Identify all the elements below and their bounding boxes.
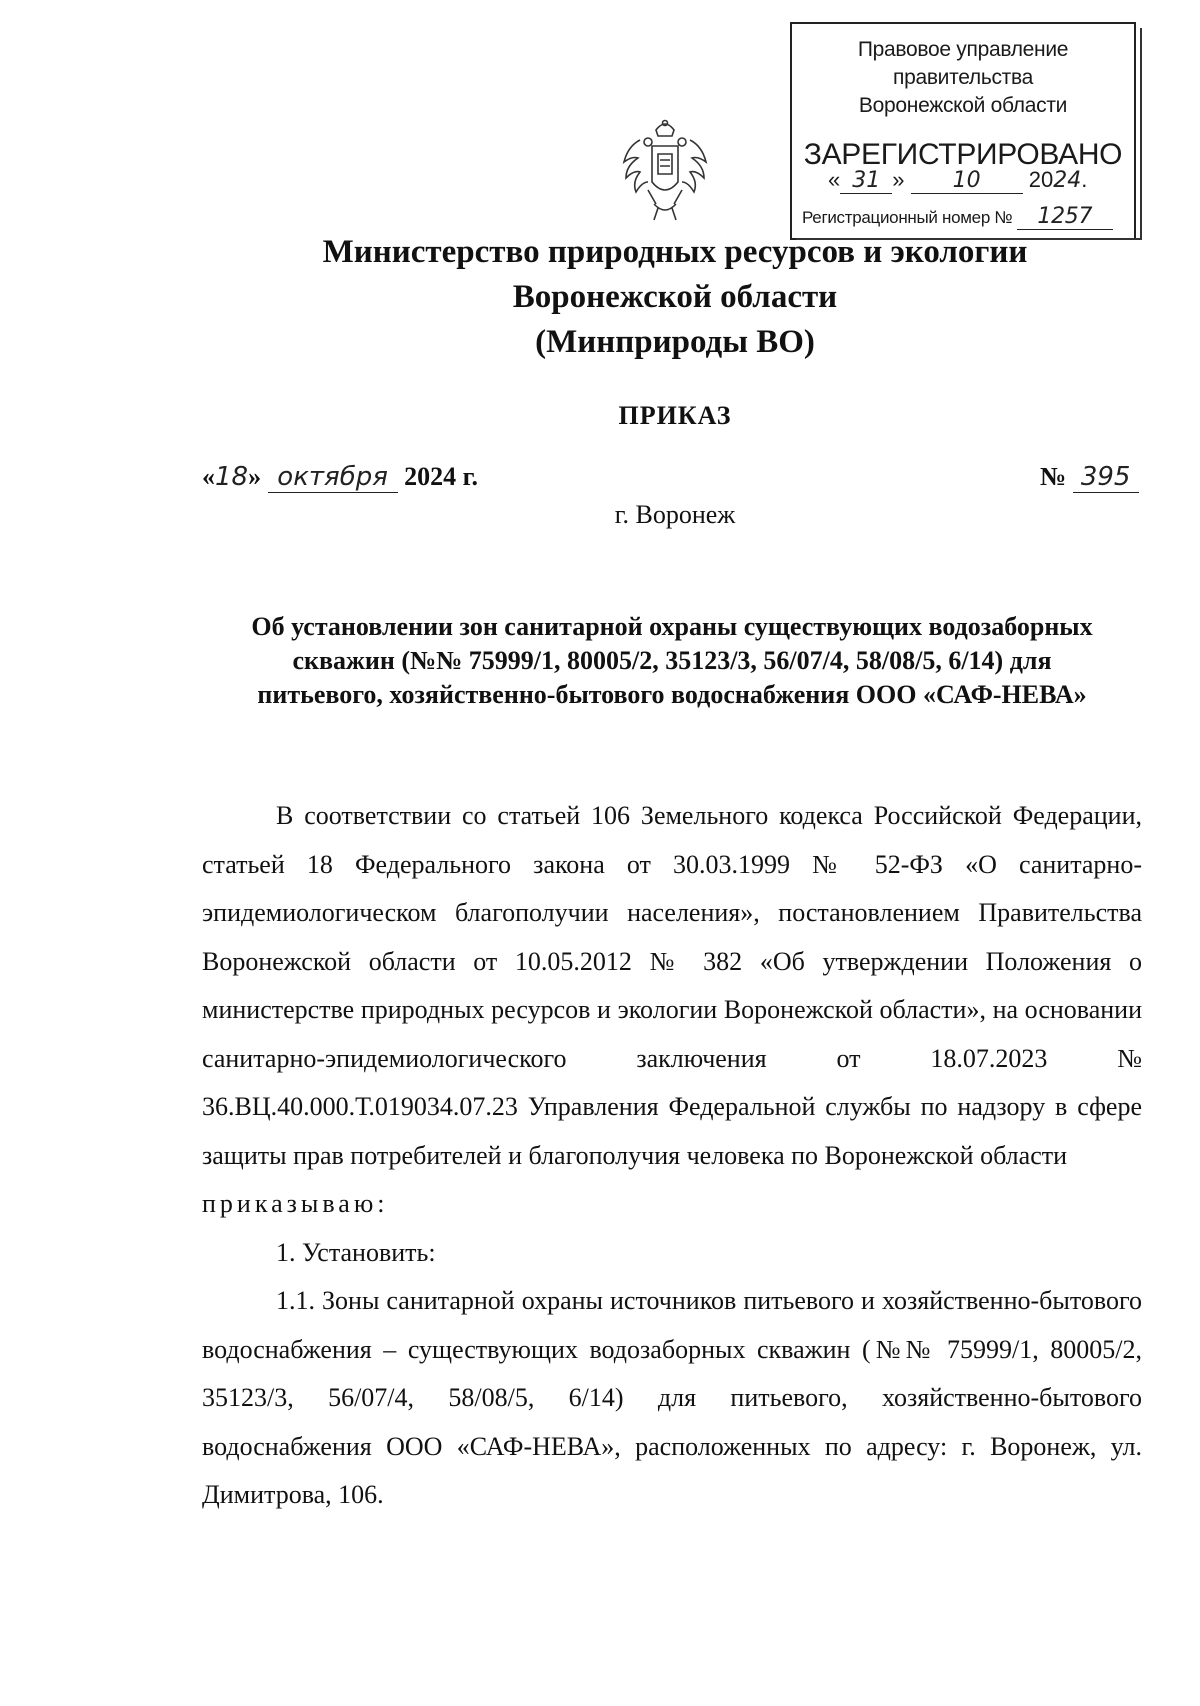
stamp-date-year-prefix: 20 [1028,167,1054,192]
order-number-value: 395 [1073,462,1139,493]
stamp-date-open: « [828,167,841,192]
order-number-label: № [1040,462,1067,491]
registration-stamp [790,22,1136,240]
stamp-org-line1: Правовое управление правительства [857,38,1069,89]
stamp-date-year-hand: 24 [1053,168,1082,193]
order-date [202,462,478,493]
order-body [202,792,1142,1520]
ministry-title-line1: Министерство природных ресурсов и экологии [322,234,1028,270]
stamp-regnum-label: Регистрационный номер № [802,208,1013,227]
ministry-title-line2: Воронежской области [512,279,838,315]
stamp-shadow-right [1140,28,1142,240]
order-subject [200,610,1144,712]
body-paragraph-basis: В соответствии со статьей 106 Земельного кодекса Российской Федерации, статьей 18 Федерального закона от 30.03.1999 № 52-ФЗ «О санитарно-эпидемиологическом благополучии населения», постановлением Правительства Воронежской области от 10.05.2012 № 382 «Об утверждении Положения о министерстве природных ресурсов и экологии Воронежской области», на основании санитарно-эпидемиологического заключения от 18.07.2023 № 36.ВЦ.40.000.Т.019034.07.23 Управления Федеральной службы по надзору в сфере защиты прав потребителей и благополучия человека по Воронежской области [202,801,1142,1170]
stamp-org [792,36,1134,120]
stamp-org-line2: Воронежской области [858,94,1068,117]
stamp-date-mid: » [892,167,905,192]
stamp-regnum [802,204,1113,230]
stamp-date-end: . [1081,167,1088,192]
stamp-date-month: 10 [911,168,1023,194]
stamp-regnum-value: 1257 [1017,204,1113,230]
document-type: ПРИКАЗ [618,401,732,430]
body-item-1-1: 1.1. Зоны санитарной охраны источников питьевого и хозяйственно-бытового водоснабжения – существующих водозаборных скважин (№№ 75999/1, 80005/2, 35123/3, 56/07/4, 58/08/5, 6/14) для питьевого, хозяйственно-бытового водоснабжения ООО «САФ-НЕВА», расположенных по адресу: г. Воронеж, ул. Димитрова, 106. [202,1286,1142,1509]
stamp-date [828,167,1087,194]
order-city: г. Воронеж [614,500,736,529]
body-item-1: 1. Установить: [276,1237,436,1267]
order-number [1040,462,1139,493]
stamp-date-day: 31 [840,168,892,194]
order-date-day: 18 [215,462,249,492]
order-date-close: » [248,462,262,491]
order-subject-line3: питьевого, хозяйственно-бытового водоснабжения ООО «САФ-НЕВА» [257,680,1087,709]
coat-of-arms-icon [618,116,712,224]
order-date-month: октября [268,462,398,493]
order-date-year: 2024 г. [404,462,478,491]
order-subject-line2: скважин (№№ 75999/1, 80005/2, 35123/3, 56/07/4, 58/08/5, 6/14) для [292,646,1052,675]
ministry-title-line3: (Минприроды ВО) [535,324,815,360]
body-order-word: приказываю: [202,1189,389,1218]
stamp-registered-label: ЗАРЕГИСТРИРОВАНО [803,138,1123,171]
order-date-open: « [202,462,215,491]
ministry-title [0,230,1200,365]
order-subject-line1: Об установлении зон санитарной охраны существующих водозаборных [251,612,1093,641]
